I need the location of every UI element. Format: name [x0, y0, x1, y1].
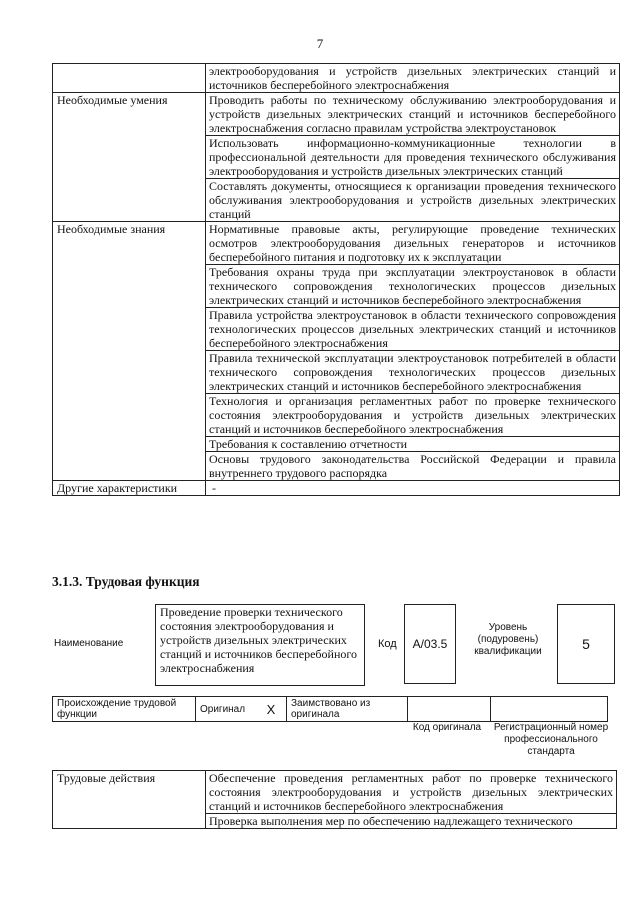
table-cell: Правила устройства электроустановок в области технического сопровождения технологических процессов дизельных электрических станций и источников бесперебойного электроснабжения: [206, 308, 620, 351]
level-box: 5: [557, 604, 615, 684]
row-label-actions: Трудовые действия: [53, 771, 206, 829]
table-row: [53, 771, 617, 814]
table-cell: Составлять документы, относящиеся к организации проведения технического обслуживания электрооборудования и устройств дизельных электрических станций: [206, 179, 620, 222]
reg-number-caption: Регистрационный номер профессионального стандарта: [493, 722, 609, 757]
code-original-cell: [408, 697, 491, 722]
function-name-box: Проведение проверки технического состояния электрооборудования и устройств дизельных электрических станций и источников бесперебойного электроснабжения: [155, 604, 365, 686]
code-box: А/03.5: [404, 604, 456, 684]
row-label-skills: Необходимые умения: [53, 93, 206, 222]
table-cell: Обеспечение проведения регламентных работ по проверке технического состояния электрооборудования и устройств дизельных электрических станций и источников бесперебойного электроснабжения: [206, 771, 617, 814]
row-label: [53, 64, 206, 93]
table-cell: электрооборудования и устройств дизельных электрических станций и источников бесперебойного электроснабжения: [206, 64, 620, 93]
table-row: [53, 64, 620, 93]
page-number: 7: [316, 36, 324, 51]
origin-table: [52, 696, 608, 722]
table-cell: -: [206, 481, 620, 496]
name-label: Наименование: [54, 638, 124, 649]
table-row: [53, 697, 608, 722]
row-label-knowledge: Необходимые знания: [53, 222, 206, 481]
code-label: Код: [378, 638, 397, 650]
table-cell: Проводить работы по техническому обслуживанию электрооборудования и устройств дизельных электрических станций и источников бесперебойного электроснабжения согласно правилам устройства электроустановок: [206, 93, 620, 136]
reg-number-cell: [491, 697, 608, 722]
requirements-table: [52, 63, 620, 496]
labor-actions-table: [52, 770, 617, 829]
section-heading: 3.1.3. Трудовая функция: [52, 574, 200, 589]
table-cell: Требования к составлению отчетности: [206, 437, 620, 452]
table-cell: Нормативные правовые акты, регулирующие проведение технических осмотров электрооборудования дизельных генераторов и источников бесперебойного питания и подготовку их к эксплуатации: [206, 222, 620, 265]
table-cell: Технология и организация регламентных работ по проверке технического состояния электрооборудования и устройств дизельных электрических станций и источников бесперебойного электроснабжения: [206, 394, 620, 437]
borrowed-label: Заимствовано из оригинала: [287, 697, 408, 722]
original-label: Оригинал: [196, 697, 257, 722]
row-label-other: Другие характеристики: [53, 481, 206, 496]
table-cell: Проверка выполнения мер по обеспечению надлежащего технического: [206, 814, 617, 829]
table-cell: Использовать информационно-коммуникационные технологии в профессиональной деятельности для проведения технического обслуживания электрооборудования и устройств дизельных электрических станций: [206, 136, 620, 179]
table-cell: Правила технической эксплуатации электроустановок потребителей в области технического сопровождения технологических процессов дизельных электрических станций и источников бесперебойного электроснабжения: [206, 351, 620, 394]
table-cell: Требования охраны труда при эксплуатации электроустановок в области технического сопровождения технологических процессов дизельных электрических станций и источников бесперебойного электроснабжения: [206, 265, 620, 308]
original-mark: X: [256, 697, 287, 722]
table-cell: Основы трудового законодательства Российской Федерации и правила внутреннего трудового распорядка: [206, 452, 620, 481]
table-row: [53, 481, 620, 496]
table-row: [53, 222, 620, 265]
origin-label: Происхождение трудовой функции: [53, 697, 196, 722]
table-row: [53, 93, 620, 136]
code-original-caption: Код оригинала: [412, 722, 482, 733]
level-label: Уровень (подуровень) квалификации: [474, 622, 542, 657]
